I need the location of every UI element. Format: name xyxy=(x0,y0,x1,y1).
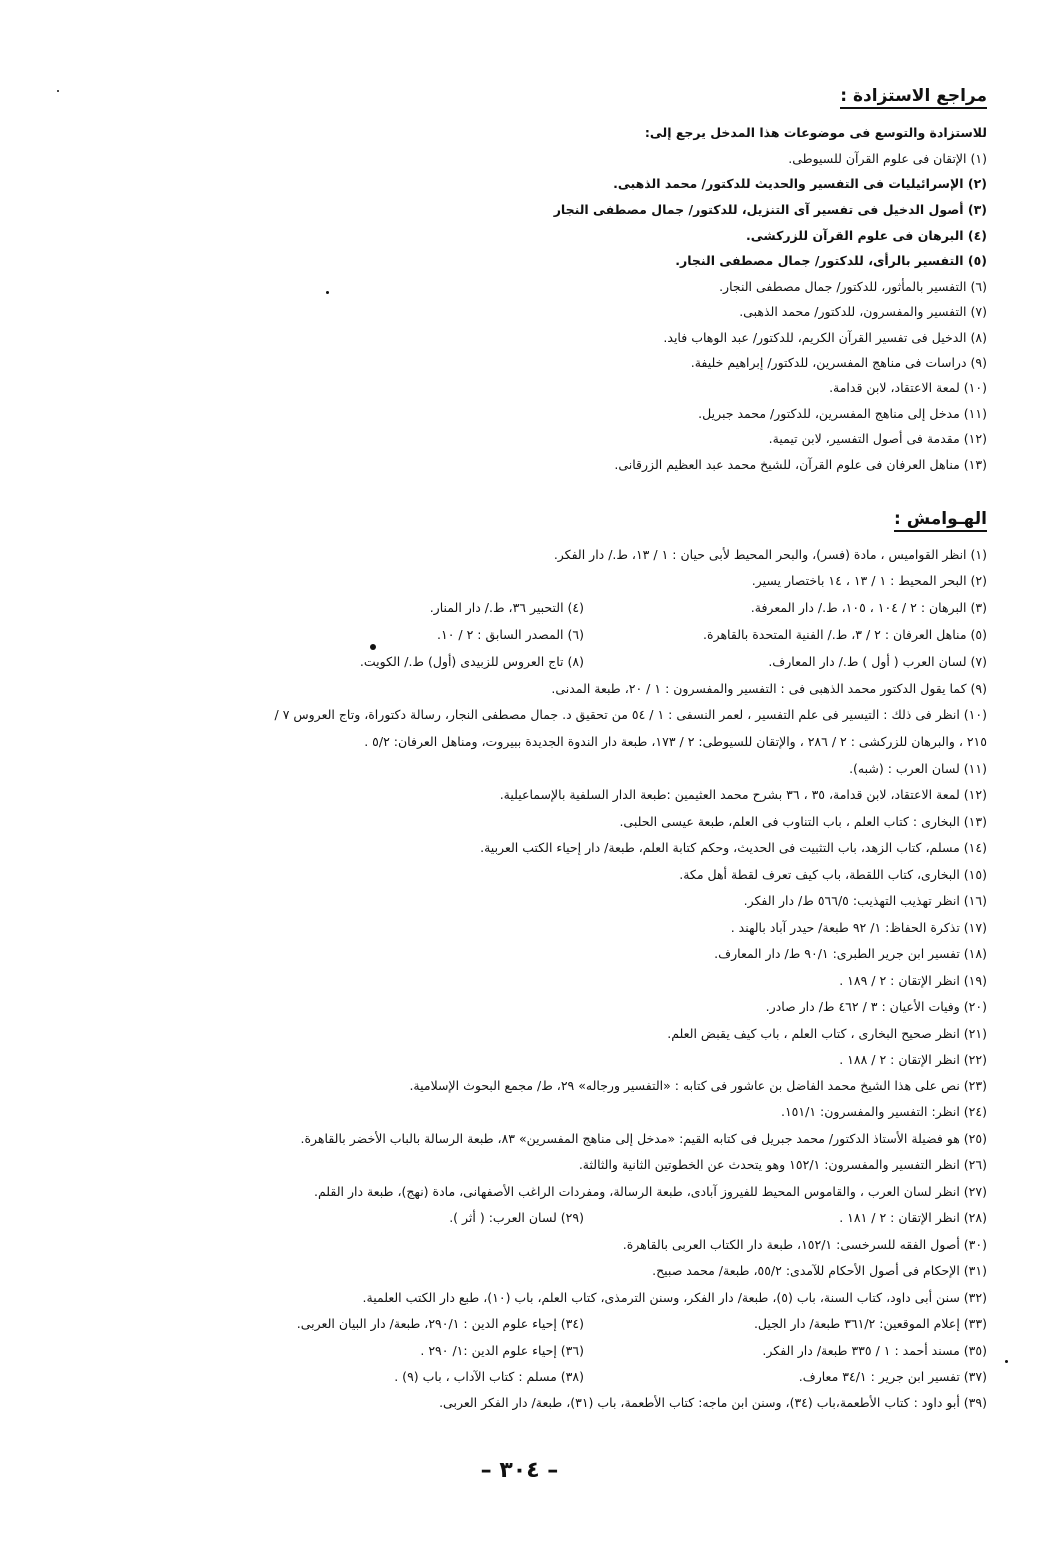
footnote: (١٣) البخارى : كتاب العلم ، باب التناوب فى العلم، طبعة عيسى الحلبى. xyxy=(619,814,987,829)
footnotes-heading: الهـوامش : xyxy=(894,509,987,532)
footnote: (٢٤) انظر: التفسير والمفسرون: ١٥١/١. xyxy=(780,1104,987,1119)
references-heading: مراجع الاستزادة : xyxy=(840,86,987,109)
footnote: (٣) البرهان : ٢ / ١٠٤ ، ١٠٥، ط./ دار المعرفة. xyxy=(750,600,987,615)
reference-item: (١٠) لمعة الاعتقاد، لابن قدامة. xyxy=(829,380,987,395)
references-intro: للاستزادة والتوسع فى موضوعات هذا المدخل يرجع إلى: xyxy=(644,125,987,140)
scan-speck xyxy=(57,90,59,92)
reference-item: (٢) الإسرائيليات فى التفسير والحديث للدكتور/ محمد الذهبى. xyxy=(613,176,987,191)
footnote-continuation: ٢١٥ ، والبرهان للزركشى : ٢ / ٢٨٦ ، والإتقان للسيوطى: ٢ / ١٧٣، طبعة دار الندوة الجديدة ببيروت، ومناهل العرفان: ٥/٢ . xyxy=(364,734,987,749)
footnote: (٣٨) مسلم : كتاب الآداب ، باب (٩) . xyxy=(394,1369,584,1384)
footnote: (٧) لسان العرب ( أول ) ط./ دار المعارف. xyxy=(768,654,987,669)
footnote: (٩) كما يقول الدكتور محمد الذهبى فى : التفسير والمفسرون : ١ / ٢٠، طبعة المدنى. xyxy=(551,681,987,696)
footnote: (١٩) انظر الإتقان : ٢ / ١٨٩ . xyxy=(839,973,987,988)
footnote: (١٢) لمعة الاعتقاد، لابن قدامة، ٣٥ ، ٣٦ بشرح محمد العثيمين :طبعة الدار السلفية بالإسماعيلية. xyxy=(499,787,987,802)
footnote: (٢٧) انظر لسان العرب ، والقاموس المحيط للفيروز آبادى، طبعة الرسالة، ومفردات الراغب الأصفهانى، مادة (نهج)، طبعة دار القلم. xyxy=(313,1184,987,1199)
footnote: (١١) لسان العرب : (شبه). xyxy=(849,761,987,776)
footnote: (٣٩) أبو داود : كتاب الأطعمة،باب (٣٤)، وسنن ابن ماجه: كتاب الأطعمة، باب (٣١)، طبعة/ دار الفكر العربى. xyxy=(439,1395,987,1410)
footnote: (٢٥) هو فضيلة الأستاذ الدكتور/ محمد جبريل فى كتابه القيم: «مدخل إلى مناهج المفسرين» ٨٣، طبعة الرسالة بالباب الأخضر بالقاهرة. xyxy=(300,1131,987,1146)
reference-item: (٣) أصول الدخيل فى تفسير آى التنزيل، للدكتور/ جمال مصطفى النجار xyxy=(553,202,987,217)
reference-item: (٧) التفسير والمفسرون، للدكتور/ محمد الذهبى. xyxy=(739,304,987,319)
footnote: (٨) تاج العروس للزبيدى (أول) ط./ الكويت. xyxy=(359,654,584,669)
footnote: (٣٦) إحياء علوم الدين :١/ ٢٩٠ . xyxy=(420,1343,584,1358)
footnote: (٢٠) وفيات الأعيان : ٣ / ٤٦٢ ط/ دار صادر. xyxy=(765,999,987,1014)
footnote: (١٥) البخارى، كتاب اللقطة، باب كيف تعرف لقطة أهل مكة. xyxy=(679,867,987,882)
footnote: (٣٧) تفسير ابن جرير : ٣٤/١ معارف. xyxy=(798,1369,987,1384)
footnote: (٣٥) مسند أحمد : ١ / ٣٣٥ طبعة/ دار الفكر. xyxy=(762,1343,987,1358)
footnote: (١) انظر القواميس ، مادة (فسر)، والبحر المحيط لأبى حيان : ١ / ١٣، ط./ دار الفكر. xyxy=(553,547,987,562)
footnote: (٣٢) سنن أبى داود، كتاب السنة، باب (٥)، طبعة/ دار الفكر، وسنن الترمذى، كتاب العلم، باب (١٠)، طبع دار الكتب العلمية. xyxy=(362,1290,987,1305)
footnote: (٤) التحبير ٣٦، ط./ دار المنار. xyxy=(429,600,584,615)
reference-item: (٤) البرهان فى علوم القرآن للزركشى. xyxy=(745,228,987,243)
reference-item: (٦) التفسير بالمأثور، للدكتور/ جمال مصطفى النجار. xyxy=(719,279,987,294)
footnote: (٣١) الإحكام فى أصول الأحكام للآمدى: ٥٥/٢، طبعة/ محمد صبيح. xyxy=(652,1263,987,1278)
footnote: (٣٣) إعلام الموقعين: ٣٦١/٢ طبعة/ دار الجيل. xyxy=(753,1316,987,1331)
reference-item: (١) الإتقان فى علوم القرآن للسيوطى. xyxy=(788,151,987,166)
footnote: (٢) البحر المحيط : ١ / ١٣ ، ١٤ باختصار يسير. xyxy=(751,573,987,588)
reference-item: (٨) الدخيل فى تفسير القرآن الكريم، للدكتور/ عبد الوهاب فايد. xyxy=(663,330,987,345)
footnote: (٢٣) نص على هذا الشيخ محمد الفاضل بن عاشور فى كتابه : «التفسير ورجاله» ٢٩، ط/ مجمع البحوث الإسلامية. xyxy=(409,1078,987,1093)
footnote: (١٨) تفسير ابن جرير الطبرى: ٩٠/١ ط/ دار المعارف. xyxy=(714,946,987,961)
reference-item: (٥) التفسير بالرأى، للدكتور/ جمال مصطفى النجار. xyxy=(675,253,987,268)
reference-item: (١٢) مقدمة فى أصول التفسير، لابن تيمية. xyxy=(768,431,987,446)
footnote: (٢١) انظر صحيح البخارى ، كتاب العلم ، باب كيف يقبض العلم. xyxy=(667,1026,987,1041)
footnote: (٥) مناهل العرفان : ٢ / ٣، ط./ الفنية المتحدة بالقاهرة. xyxy=(703,627,987,642)
reference-item: (١٣) مناهل العرفان فى علوم القرآن، للشيخ محمد عبد العظيم الزرقانى. xyxy=(614,457,987,472)
reference-item: (١١) مدخل إلى مناهج المفسرين، للدكتور/ محمد جبريل. xyxy=(698,406,987,421)
footnote: (٣٤) إحياء علوم الدين : ٢٩٠/١، طبعة/ دار البيان العربى. xyxy=(296,1316,584,1331)
footnote: (٦) المصدر السابق : ٢ / ١٠. xyxy=(437,627,584,642)
scan-speck xyxy=(1005,1360,1008,1363)
footnote: (٣٠) أصول الفقه للسرخسى: ١٥٢/١، طبعة دار الكتاب العربى بالقاهرة. xyxy=(622,1237,987,1252)
footnote: (٢٩) لسان العرب: ( أثر ). xyxy=(449,1210,584,1225)
footnote: (٢٢) انظر الإتقان : ٢ / ١٨٨ . xyxy=(839,1052,987,1067)
footnote: (١٧) تذكرة الحفاظ: ١/ ٩٢ طبعة/ حيدر آباد بالهند . xyxy=(730,920,987,935)
footnote: (٢٨) انظر الإتقان : ٢ / ١٨١ . xyxy=(839,1210,987,1225)
footnote: (٢٦) انظر التفسير والمفسرون: ١٥٢/١ وهو يتحدث عن الخطوتين الثانية والثالثة. xyxy=(578,1157,987,1172)
ink-blot xyxy=(370,644,376,650)
footnote: (١٤) مسلم، كتاب الزهد، باب التثبيت فى الحديث، وحكم كتابة العلم، طبعة/ دار إحياء الكتب العربية. xyxy=(480,840,987,855)
page-number: – ٣٠٤ – xyxy=(480,1458,559,1483)
footnote: (١٦) انظر تهذيب التهذيب: ٥٦٦/٥ ط/ دار الفكر. xyxy=(743,893,987,908)
scan-speck xyxy=(326,291,329,294)
reference-item: (٩) دراسات فى مناهج المفسرين، للدكتور/ إبراهيم خليفة. xyxy=(690,355,987,370)
footnote: (١٠) انظر فى ذلك : التيسير فى علم التفسير ، لعمر النسفى : ١ / ٥٤ من تحقيق د. جمال مصطفى النجار، رسالة دكتوراة، وتاج العروس ٧ / xyxy=(274,707,987,722)
